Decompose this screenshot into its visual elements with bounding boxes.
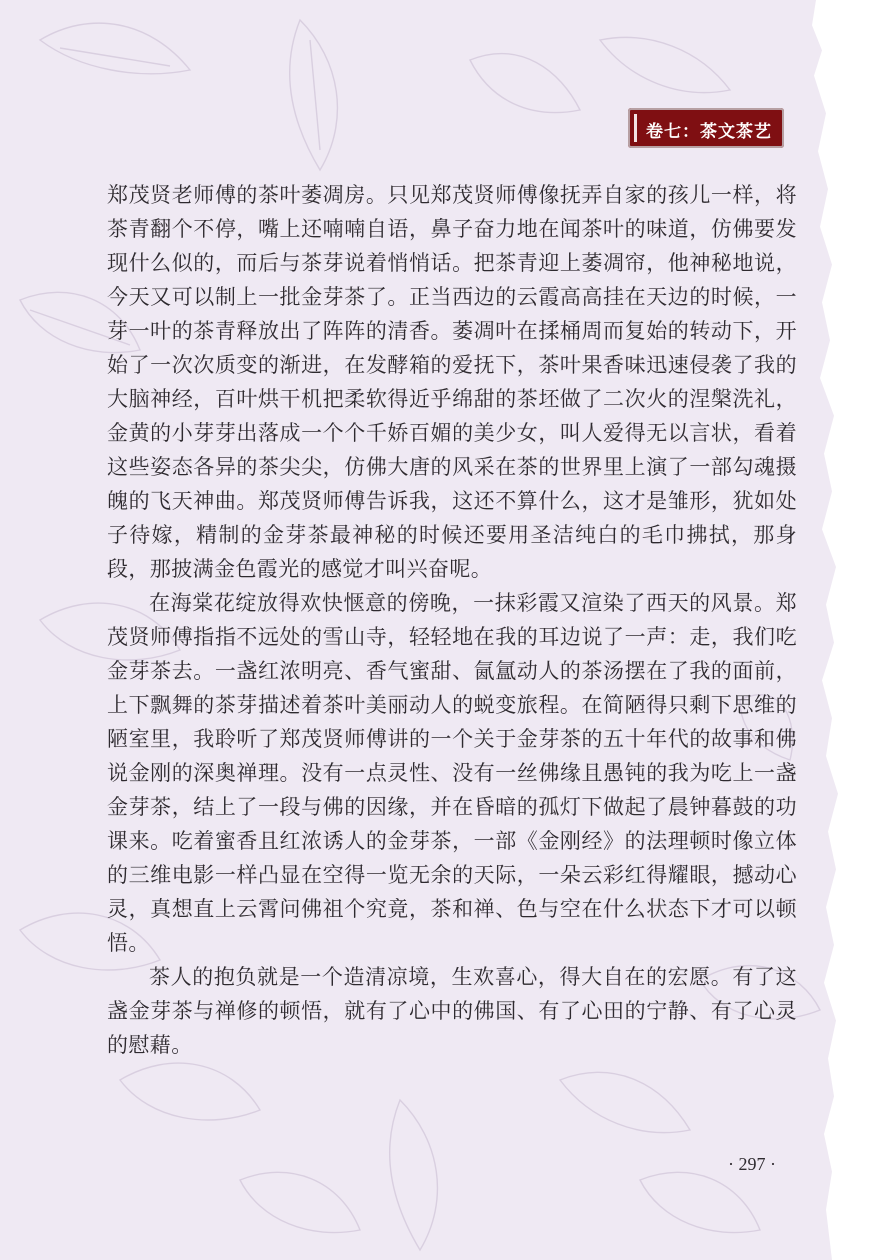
paragraph-3: 茶人的抱负就是一个造清凉境，生欢喜心，得大自在的宏愿。有了这盏金芽茶与禅修的顿悟，就有了心中的佛国、有了心田的宁静、有了心灵的慰藉。	[107, 965, 797, 1057]
paragraph-2: 在海棠花绽放得欢快惬意的傍晚，一抹彩霞又渲染了西天的风景。郑茂贤师傅指指不远处的雪山寺，轻轻地在我的耳边说了一声：走，我们吃金芽茶去。一盏红浓明亮、香气蜜甜、氤氲动人的茶汤摆在了我的面前，上下飘舞的茶芽描述着茶叶美丽动人的蜕变旅程。在简陋得只剩下思维的陋室里，我聆听了郑茂贤师傅讲的一个关于金芽茶的五十年代的故事和佛说金刚的深奥禅理。没有一点灵性、没有一丝佛缘且愚钝的我为吃上一盏金芽茶，结上了一段与佛的因缘，并在昏暗的孤灯下做起了晨钟暮鼓的功课来。吃着蜜香且红浓诱人的金芽茶，一部《金刚经》的法理顿时像立体的三维电影一样凸显在空得一览无余的天际，一朵云彩红得耀眼，撼动心灵，真想直上云霄问佛祖个究竟，茶和禅、色与空在什么状态下才可以顿悟。	[107, 591, 797, 955]
paragraph-1: 郑茂贤老师傅的茶叶萎凋房。只见郑茂贤师傅像抚弄自家的孩儿一样，将茶青翻个不停，嘴上还喃喃自语，鼻子奋力地在闻茶叶的味道，仿佛要发现什么似的，而后与茶芽说着悄悄话。把茶青迎上萎凋帘，他神秘地说，今天又可以制上一批金芽茶了。正当西边的云霞高高挂在天边的时候，一芽一叶的茶青释放出了阵阵的清香。萎凋叶在揉桶周而复始的转动下，开始了一次次质变的渐进，在发酵箱的爱抚下，茶叶果香味迅速侵袭了我的大脑神经，百叶烘干机把柔软得近乎绵甜的茶坯做了二次火的涅槃洗礼，金黄的小芽芽出落成一个个千娇百媚的美少女，叫人爱得无以言状，看着这些姿态各异的茶尖尖，仿佛大唐的风采在茶的世界里上演了一部勾魂摄魄的飞天神曲。郑茂贤师傅告诉我，这还不算什么，这才是雏形，犹如处子待嫁，精制的金芽茶最神秘的时候还要用圣洁纯白的毛巾拂拭，那身段，那披满金色霞光的感觉才叫兴奋呢。	[107, 183, 797, 581]
chapter-tag	[628, 108, 784, 148]
page-number: · 297 ·	[728, 1154, 776, 1174]
article-body	[107, 178, 797, 1062]
chapter-label: 卷七：茶文茶艺	[646, 122, 772, 142]
